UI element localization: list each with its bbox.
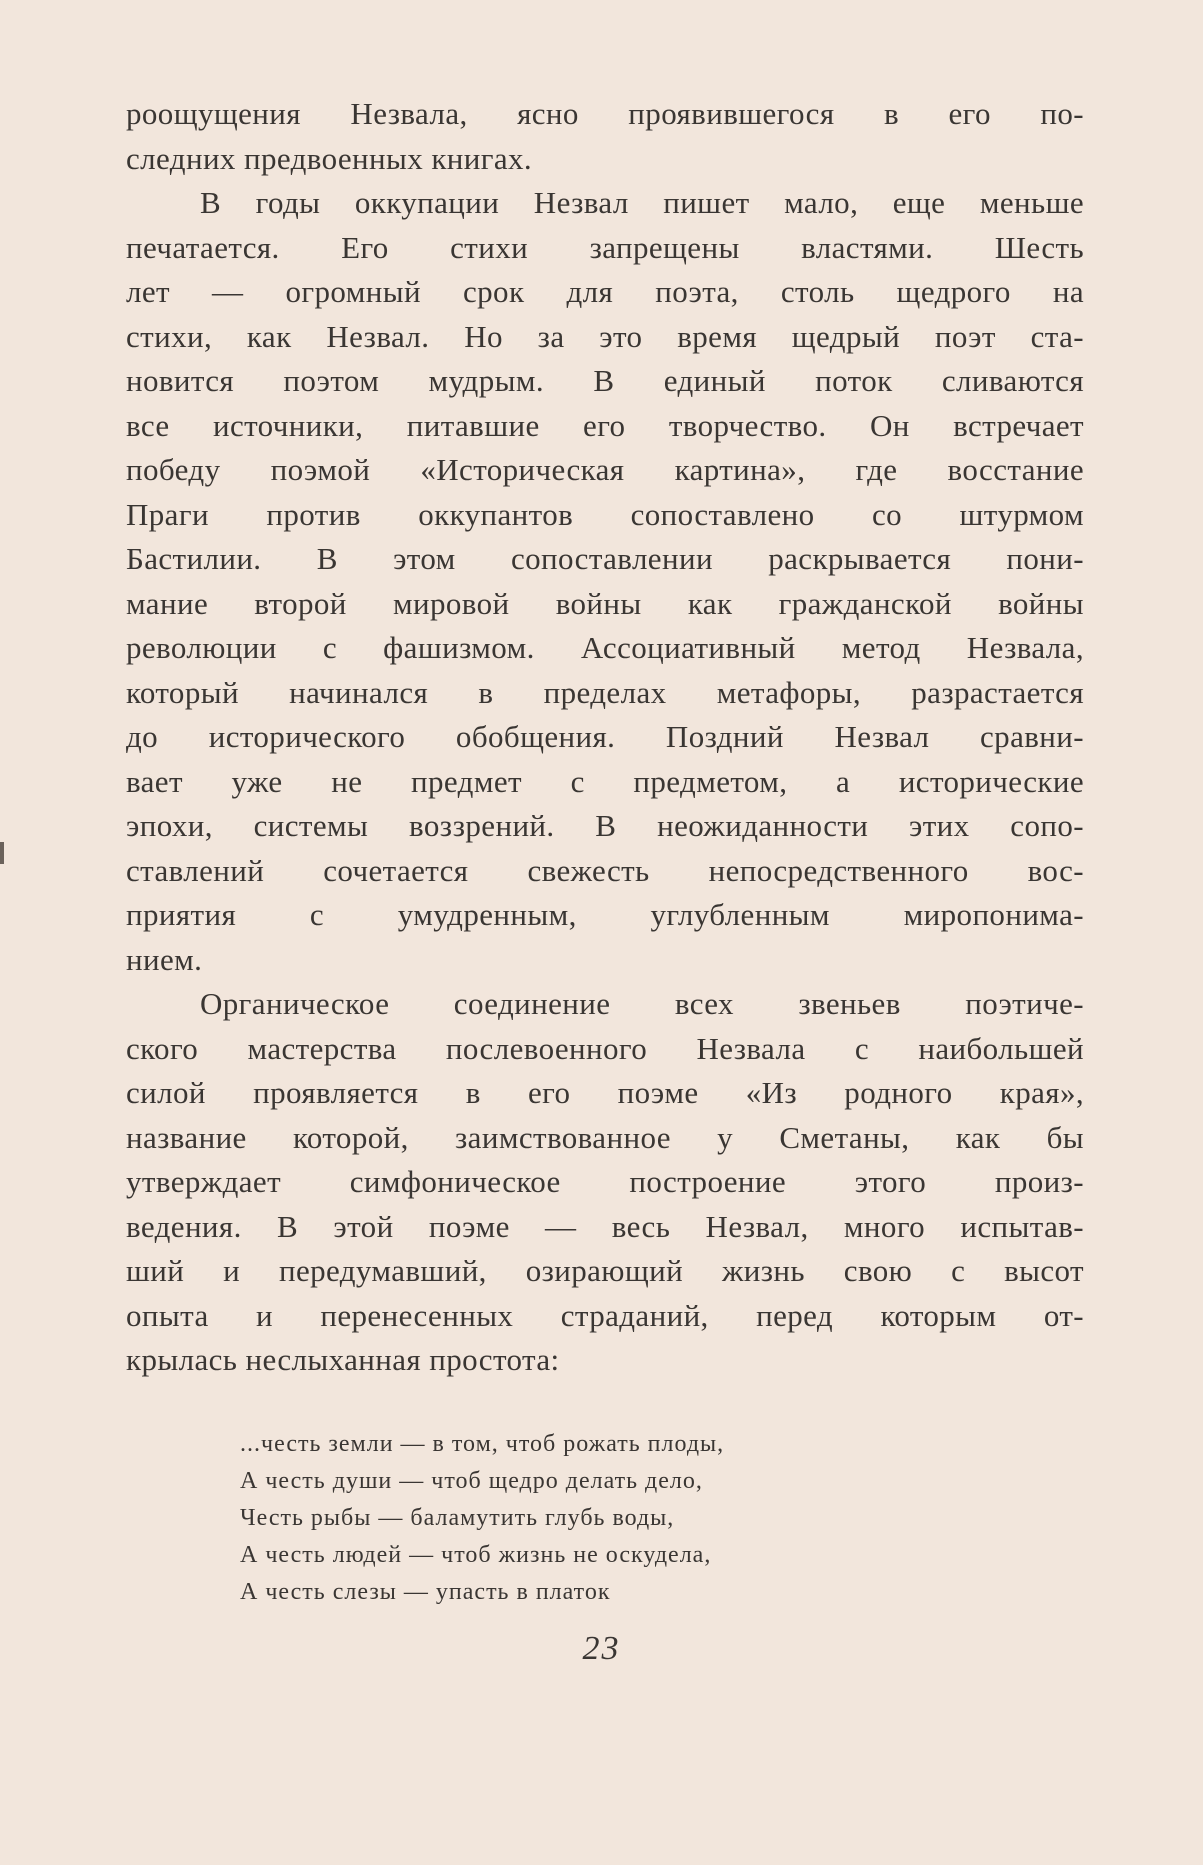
text-line: утверждает симфоническое построение этого произ- xyxy=(126,1164,1084,1199)
verse-line: А честь души — чтоб щедро делать дело, xyxy=(240,1468,703,1494)
text-line: революции с фашизмом. Ассоциативный метод Незвала, xyxy=(126,630,1084,665)
text-line: лет — огромный срок для поэта, столь щедрого на xyxy=(126,274,1084,309)
text-line: следних предвоенных книгах. xyxy=(126,140,533,176)
text-line: мание второй мировой войны как гражданской войны xyxy=(126,585,1084,621)
text-line: печатается. Его стихи запрещены властями. Шесть xyxy=(126,229,1084,265)
page-number: 23 xyxy=(582,1630,621,1667)
text-line: ского мастерства послевоенного Незвала с наибольшей xyxy=(126,1030,1084,1066)
text-line: эпохи, системы воззрений. В неожиданности этих сопо- xyxy=(126,808,1084,843)
text-line: ший и передумавший, озирающий жизнь свою с высот xyxy=(126,1253,1084,1288)
verse-line: А честь людей — чтоб жизнь не оскудела, xyxy=(240,1542,712,1568)
main-text xyxy=(126,92,1084,1383)
text-line: крылась неслыханная простота: xyxy=(126,1342,560,1377)
text-line: приятия с умудренным, углубленным миропонима- xyxy=(126,897,1084,932)
verse-line: А честь слезы — упасть в платок xyxy=(240,1579,611,1605)
paragraph-start-line: В годы оккупации Незвал пишет мало, еще меньше xyxy=(200,185,1084,220)
verse-line: ...честь земли — в том, чтоб рожать плоды, xyxy=(240,1431,725,1457)
text-line: до исторического обобщения. Поздний Незвал сравни- xyxy=(126,719,1084,754)
text-line: силой проявляется в его поэме «Из родного края», xyxy=(126,1075,1084,1110)
text-line: ставлений сочетается свежесть непосредственного вос- xyxy=(126,852,1084,888)
text-line: опыта и перенесенных страданий, перед которым от- xyxy=(126,1297,1084,1333)
text-line: новится поэтом мудрым. В единый поток сливаются xyxy=(126,363,1084,398)
text-line: ведения. В этой поэме — весь Незвал, много испытав- xyxy=(126,1208,1084,1244)
text-line: все источники, питавшие его творчество. Он встречает xyxy=(126,407,1084,443)
text-line: победу поэмой «Историческая картина», где восстание xyxy=(126,452,1084,487)
text-line: название которой, заимствованное у Сметаны, как бы xyxy=(126,1119,1084,1155)
text-line: роощущения Незвала, ясно проявившегося в его по- xyxy=(126,96,1084,131)
text-line: стихи, как Незвал. Но за это время щедрый поэт ста- xyxy=(126,318,1084,354)
paragraph-start-line: Органическое соединение всех звеньев поэтиче- xyxy=(200,986,1084,1021)
verse-line: Честь рыбы — баламутить глубь воды, xyxy=(240,1505,675,1531)
text-line: нием. xyxy=(126,941,203,977)
text-line: вает уже не предмет с предметом, а исторические xyxy=(126,763,1084,799)
text-line: который начинался в пределах метафоры, разрастается xyxy=(126,674,1084,710)
text-line: Праги против оккупантов сопоставлено со штурмом xyxy=(126,496,1084,532)
margin-mark xyxy=(0,842,4,864)
poem-quote xyxy=(240,1426,980,1611)
text-line: Бастилии. В этом сопоставлении раскрывается пони- xyxy=(126,541,1084,576)
